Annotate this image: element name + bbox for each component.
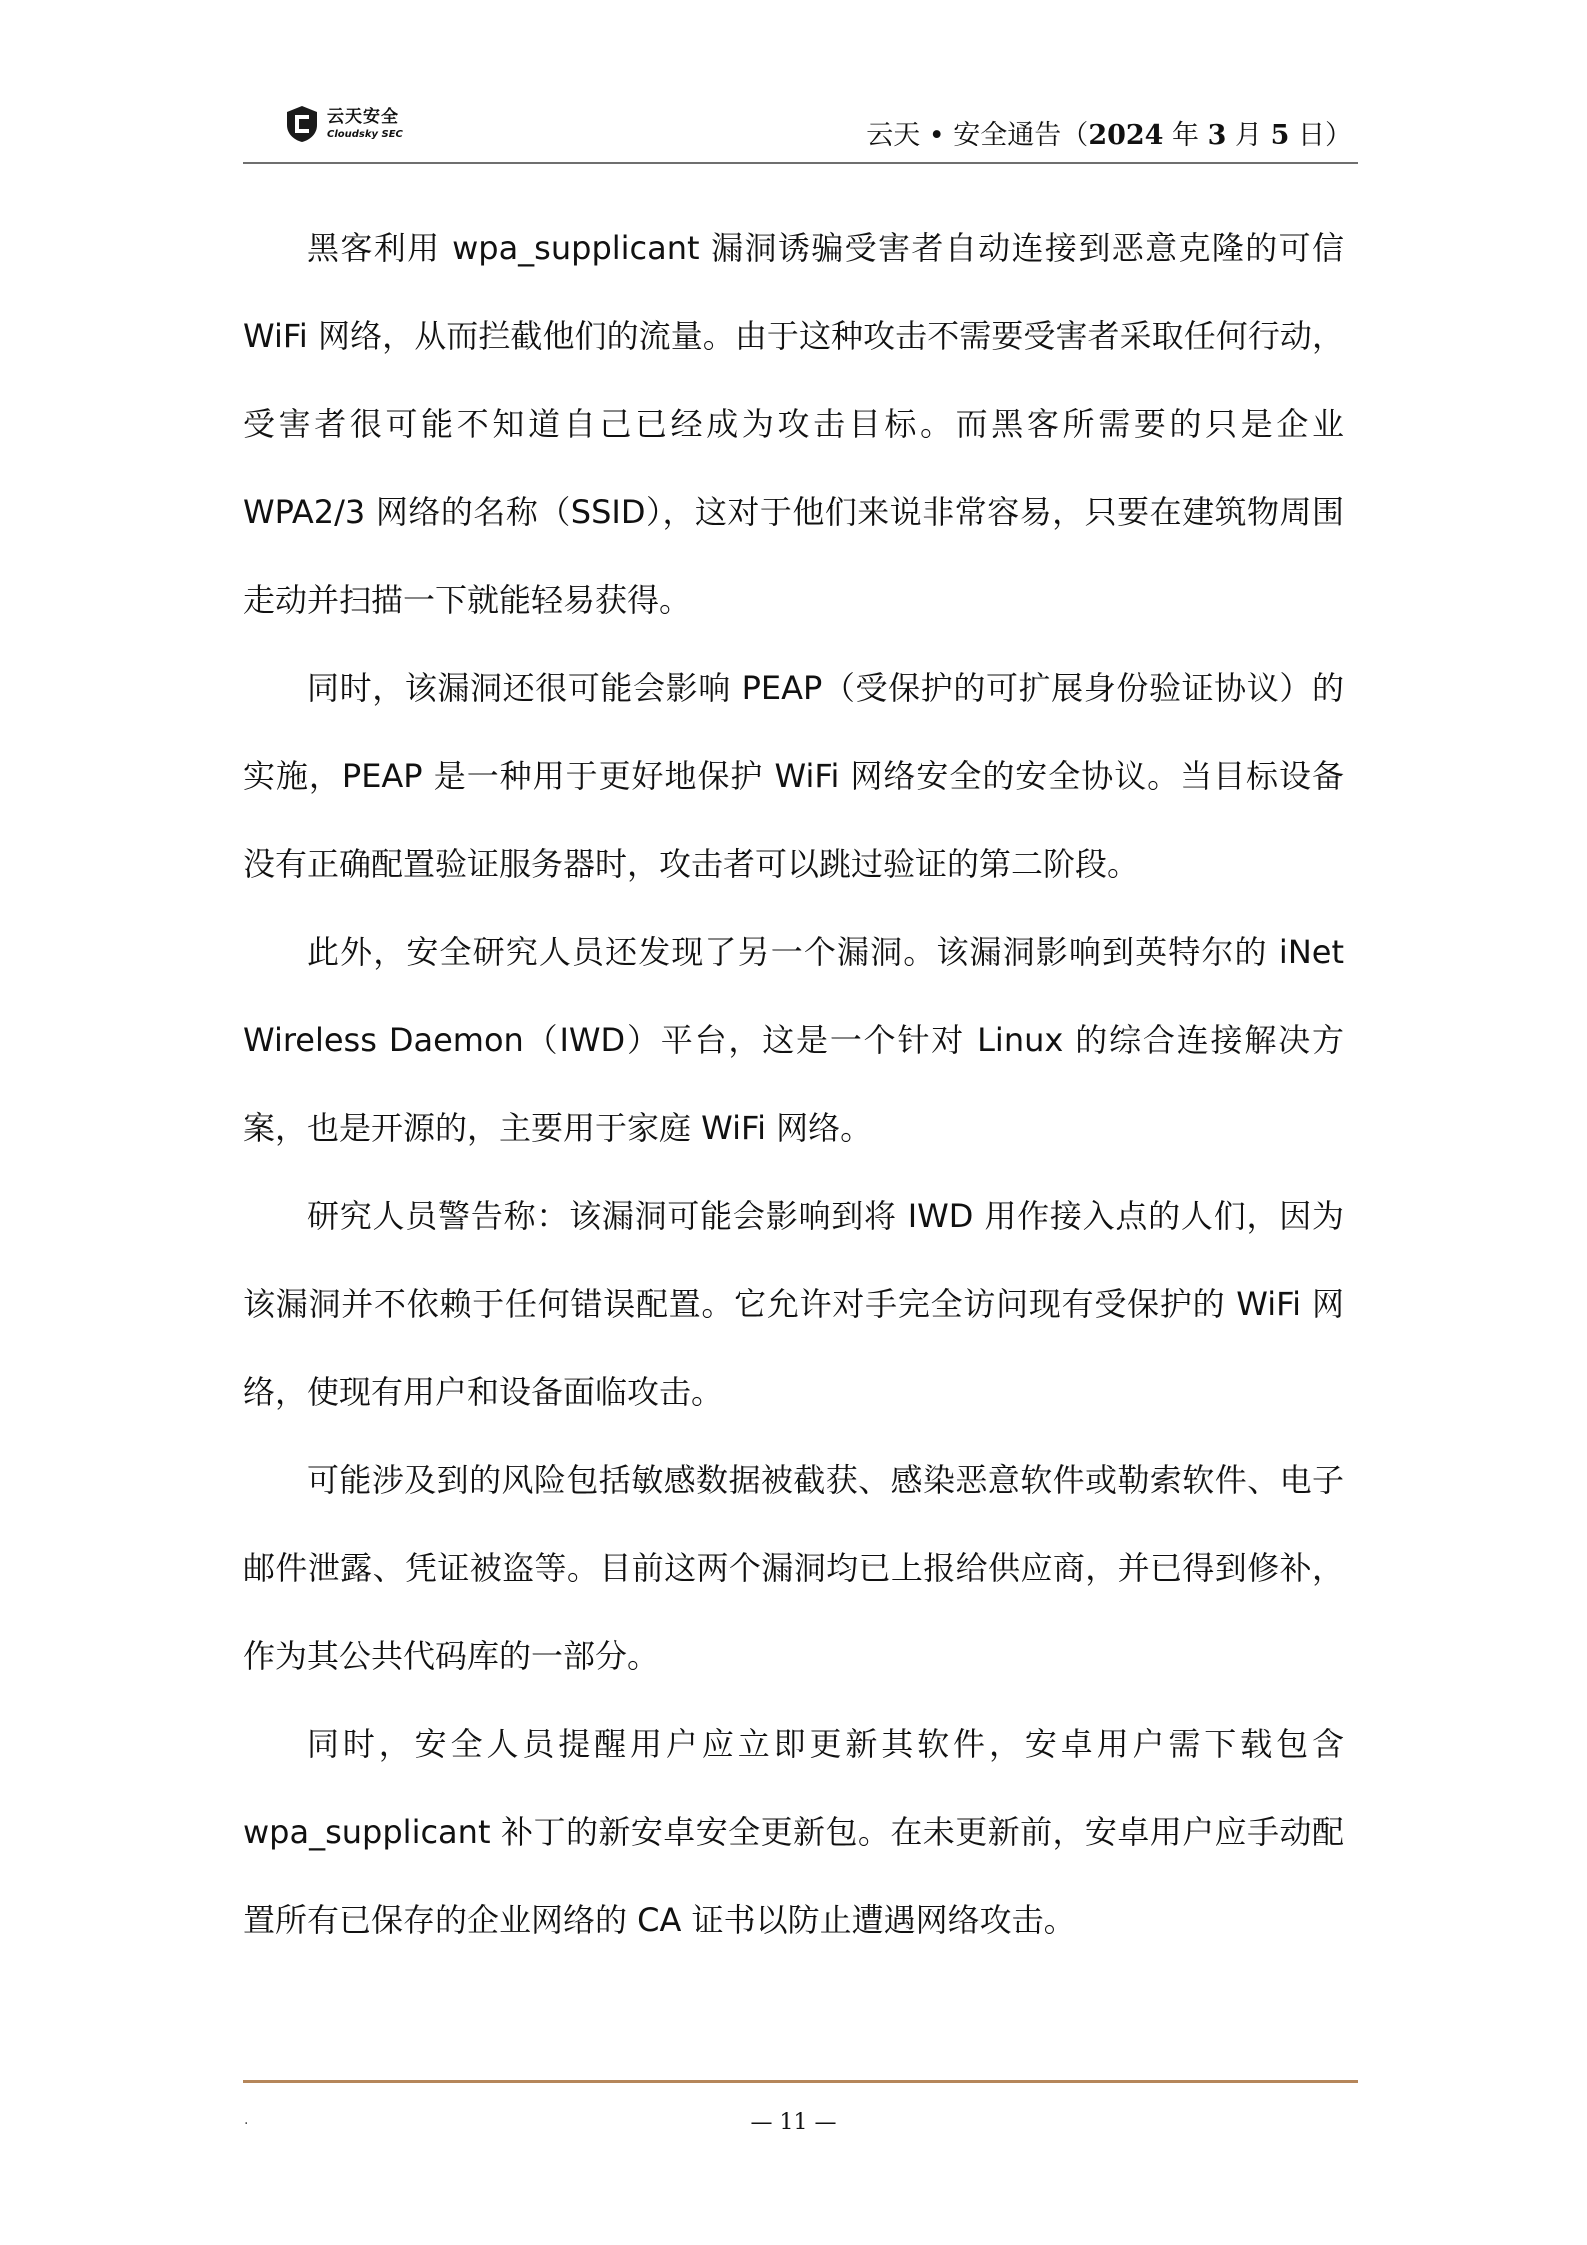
paragraph: 此外，安全研究人员还发现了另一个漏洞。该漏洞影响到英特尔的 iNet Wireless Daemon（IWD）平台，这是一个针对 Linux 的综合连接解决方案，也是开源的，主要用于家庭 WiFi 网络。 <box>243 933 1344 1147</box>
logo-chinese-text: 云天安全 <box>327 106 399 127</box>
title-month: 3 <box>1207 120 1227 151</box>
title-month-unit: 月 <box>1226 120 1271 151</box>
paragraph: 同时，安全人员提醒用户应立即更新其软件，安卓用户需下载包含 wpa_supplicant 补丁的新安卓安全更新包。在未更新前，安卓用户应手动配置所有已保存的企业网络的 CA 证书以防止遭遇网络攻击。 <box>243 1725 1344 1939</box>
paragraph: 同时，该漏洞还很可能会影响 PEAP（受保护的可扩展身份验证协议）的实施，PEAP 是一种用于更好地保护 WiFi 网络安全的安全协议。当目标设备没有正确配置验证服务器时，攻击者可以跳过验证的第二阶段。 <box>243 669 1344 883</box>
shield-logo-icon <box>285 105 319 143</box>
title-prefix: 云天 • 安全通告（ <box>866 120 1089 151</box>
article-body <box>243 204 1344 1964</box>
page-number: — 11 — <box>750 2110 837 2135</box>
logo-english-text: Cloudsky SEC <box>327 128 403 140</box>
title-day-unit: 日） <box>1289 120 1352 151</box>
bulletin-title <box>866 113 1352 152</box>
paragraph: 可能涉及到的风险包括敏感数据被截获、感染恶意软件或勒索软件、电子邮件泄露、凭证被盗等。目前这两个漏洞均已上报给供应商，并已得到修补，作为其公共代码库的一部分。 <box>243 1461 1344 1675</box>
company-logo <box>285 98 403 150</box>
page-header <box>243 96 1358 164</box>
footer-dot: . <box>244 2112 249 2128</box>
title-day: 5 <box>1270 120 1290 151</box>
title-year-unit: 年 <box>1163 120 1208 151</box>
paragraph: 黑客利用 wpa_supplicant 漏洞诱骗受害者自动连接到恶意克隆的可信 WiFi 网络，从而拦截他们的流量。由于这种攻击不需要受害者采取任何行动，受害者很可能不知道自己已经成为攻击目标。而黑客所需要的只是企业 WPA2/3 网络的名称（SSID），这对于他们来说非常容易，只要在建筑物周围走动并扫描一下就能轻易获得。 <box>243 229 1344 619</box>
title-year: 2024 <box>1088 120 1164 151</box>
footer-divider <box>243 2080 1358 2083</box>
paragraph: 研究人员警告称：该漏洞可能会影响到将 IWD 用作接入点的人们，因为该漏洞并不依赖于任何错误配置。它允许对手完全访问现有受保护的 WiFi 网络，使现有用户和设备面临攻击。 <box>243 1197 1344 1411</box>
